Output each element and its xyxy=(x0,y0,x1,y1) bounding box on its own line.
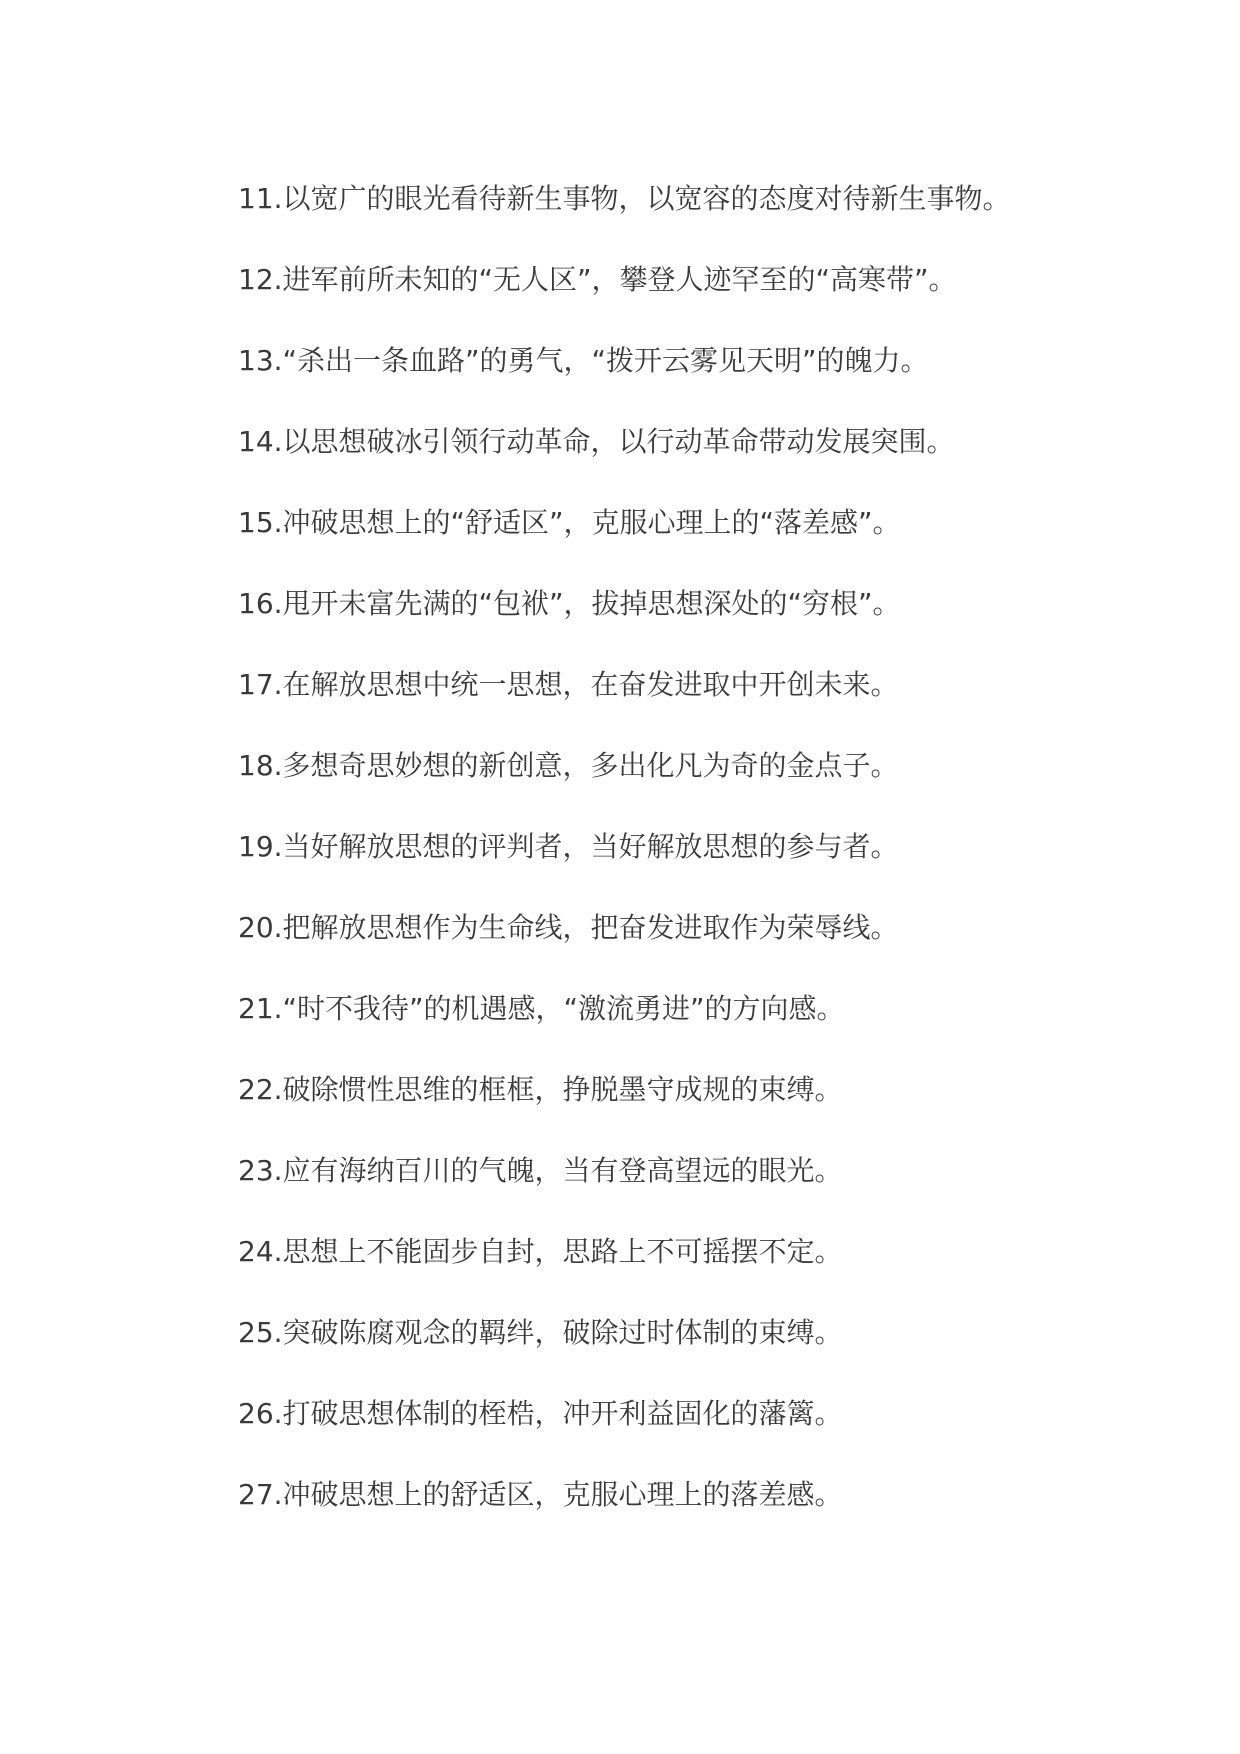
list-item: 16.甩开未富先满的“包袱”，拔掉思想深处的“穷根”。 xyxy=(238,587,901,620)
list-item: 18.多想奇思妙想的新创意，多出化凡为奇的金点子。 xyxy=(238,749,899,782)
list-item: 17.在解放思想中统一思想，在奋发进取中开创未来。 xyxy=(238,668,899,701)
list-item: 14.以思想破冰引领行动革命，以行动革命带动发展突围。 xyxy=(238,425,955,458)
list-item: 22.破除惯性思维的框框，挣脱墨守成规的束缚。 xyxy=(238,1073,843,1106)
list-item: 23.应有海纳百川的气魄，当有登高望远的眼光。 xyxy=(238,1154,843,1187)
list-item: 21.“时不我待”的机遇感，“激流勇进”的方向感。 xyxy=(238,992,845,1025)
phrase-list xyxy=(238,172,1138,1549)
list-item: 12.进军前所未知的“无人区”，攀登人迹罕至的“高寒带”。 xyxy=(238,263,957,296)
list-item: 15.冲破思想上的“舒适区”，克服心理上的“落差感”。 xyxy=(238,506,901,539)
list-item: 11.以宽广的眼光看待新生事物，以宽容的态度对待新生事物。 xyxy=(238,182,1011,215)
list-item: 19.当好解放思想的评判者，当好解放思想的参与者。 xyxy=(238,830,899,863)
list-item: 20.把解放思想作为生命线，把奋发进取作为荣辱线。 xyxy=(238,911,899,944)
list-item: 13.“杀出一条血路”的勇气，“拨开云雾见天明”的魄力。 xyxy=(238,344,929,377)
list-item: 27.冲破思想上的舒适区，克服心理上的落差感。 xyxy=(238,1478,843,1511)
list-item: 25.突破陈腐观念的羁绊，破除过时体制的束缚。 xyxy=(238,1316,843,1349)
list-item: 26.打破思想体制的桎梏，冲开利益固化的藩篱。 xyxy=(238,1397,843,1430)
list-item: 24.思想上不能固步自封，思路上不可摇摆不定。 xyxy=(238,1235,843,1268)
